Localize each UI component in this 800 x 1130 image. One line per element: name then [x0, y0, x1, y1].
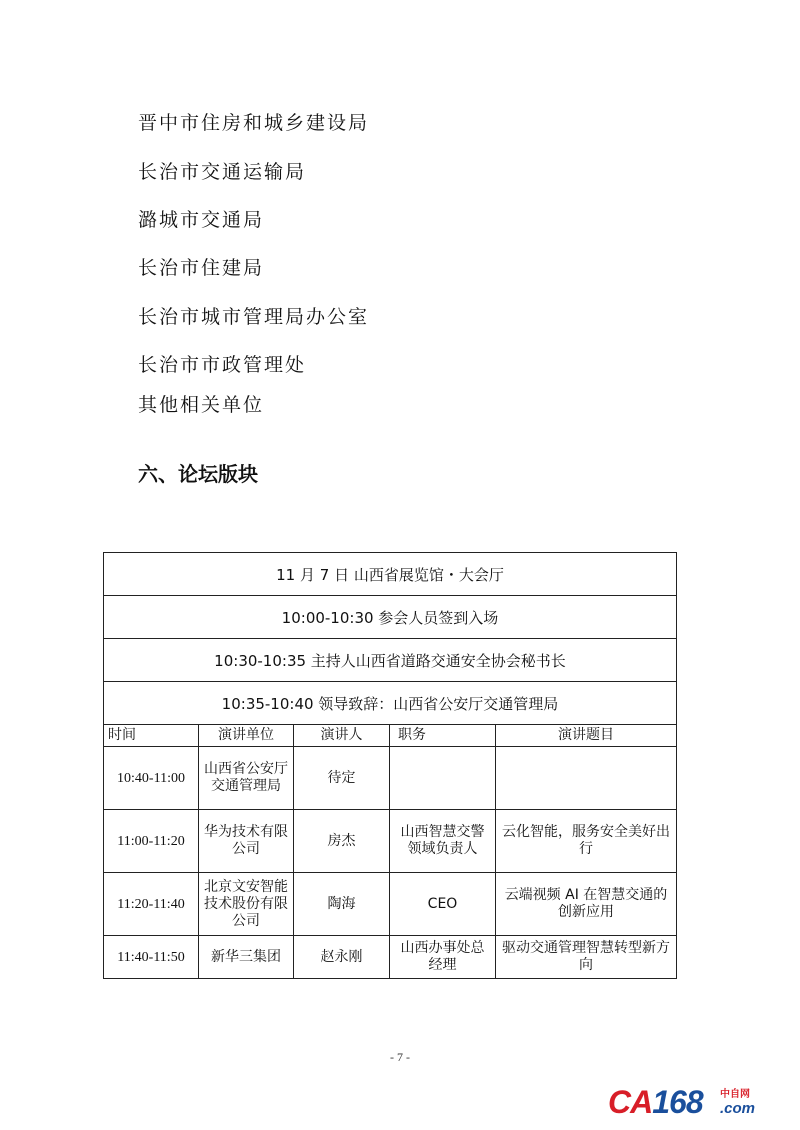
row-time: 11:20-11:40: [104, 873, 199, 936]
column-header-speaker: 演讲人: [294, 725, 390, 747]
row-unit: 新华三集团: [199, 936, 294, 979]
column-header-title: 职务: [390, 725, 496, 747]
page-number: - 7 -: [390, 1050, 410, 1064]
row-speaker: 待定: [294, 747, 390, 810]
agenda-banner: 10:00-10:30 参会人员签到入场: [104, 596, 677, 639]
row-time: 10:40-11:00: [104, 747, 199, 810]
row-speaker: 赵永刚: [294, 936, 390, 979]
svg-text:中自网: 中自网: [720, 1089, 750, 1100]
row-title: CEO: [390, 873, 496, 936]
row-topic: 云端视频 AI 在智慧交通的创新应用: [496, 873, 677, 936]
organizer-item: 长治市交通运输局: [138, 161, 307, 183]
table-row: [104, 810, 677, 873]
organizer-item: 长治市城市管理局办公室: [138, 306, 370, 328]
ca168-logo: [608, 1084, 778, 1118]
table-row: [104, 936, 677, 979]
agenda-banner: 11 月 7 日 山西省展览馆・大会厅: [104, 553, 677, 596]
agenda-header-row: [104, 725, 677, 747]
row-unit: 北京文安智能技术股份有限公司: [199, 873, 294, 936]
svg-text:.com: .com: [720, 1100, 756, 1117]
row-topic: [496, 747, 677, 810]
row-title: 山西智慧交警领域负责人: [390, 810, 496, 873]
agenda-banner: 10:35-10:40 领导致辞：山西省公安厅交通管理局: [104, 682, 677, 725]
organizer-item: 长治市住建局: [138, 257, 265, 279]
row-topic: 驱动交通管理智慧转型新方向: [496, 936, 677, 979]
agenda-banner: 10:30-10:35 主持人山西省道路交通安全协会秘书长: [104, 639, 677, 682]
table-row: [104, 873, 677, 936]
row-speaker: 陶海: [294, 873, 390, 936]
row-time: 11:00-11:20: [104, 810, 199, 873]
row-topic: 云化智能，服务安全美好出行: [496, 810, 677, 873]
row-unit: 华为技术有限公司: [199, 810, 294, 873]
organizer-item: 晋中市住房和城乡建设局: [138, 112, 370, 134]
row-unit: 山西省公安厅交通管理局: [199, 747, 294, 810]
row-speaker: 房杰: [294, 810, 390, 873]
row-title: 山西办事处总经理: [390, 936, 496, 979]
agenda-table: [103, 552, 677, 979]
svg-text:CA168: CA168: [608, 1084, 703, 1118]
organizer-item: 其他相关单位: [138, 394, 265, 416]
column-header-topic: 演讲题目: [496, 725, 677, 747]
row-time: 11:40-11:50: [104, 936, 199, 979]
row-title: [390, 747, 496, 810]
organizer-item: 长治市市政管理处: [138, 354, 307, 376]
section-heading: 六、论坛版块: [138, 462, 258, 486]
column-header-unit: 演讲单位: [199, 725, 294, 747]
table-row: [104, 747, 677, 810]
organizer-item: 潞城市交通局: [138, 209, 265, 231]
column-header-time: 时间: [104, 725, 199, 747]
